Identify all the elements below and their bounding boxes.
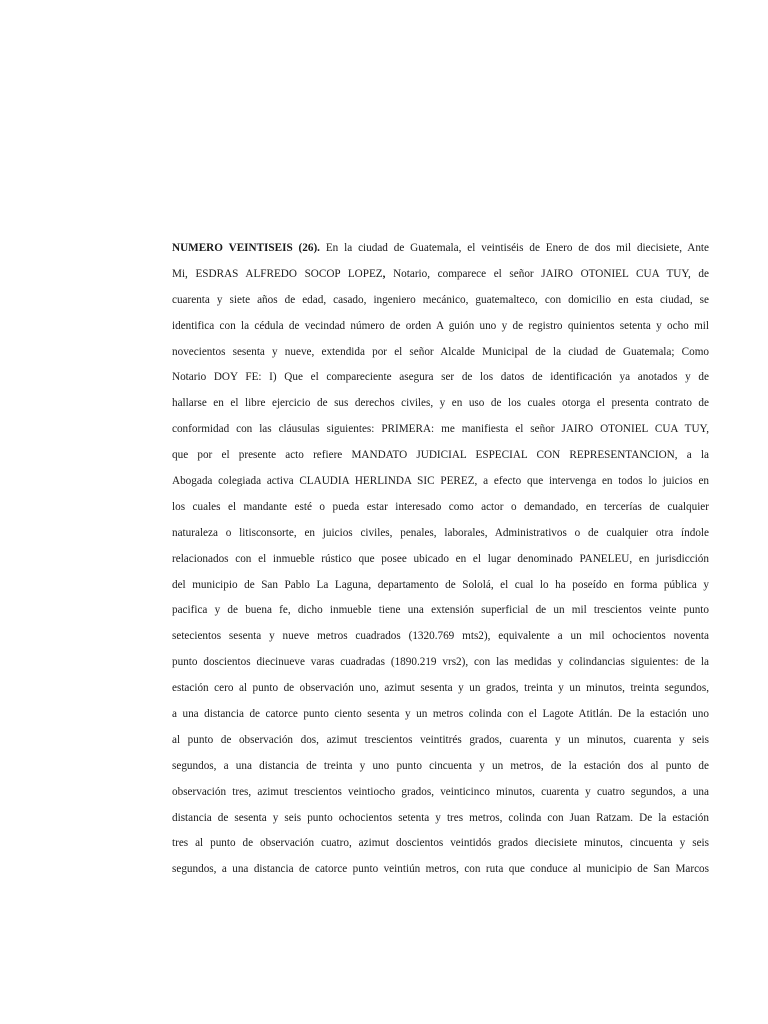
document-text: pacifica y de buena fe, dicho inmueble tiene una extensión superficial de un mil trescientos veinte punto [172,604,709,617]
document-line [172,702,709,728]
document-text: naturaleza o litisconsorte, en juicios civiles, penales, laborales, Administrativos o de cualquier otra índole [172,526,709,539]
document-text: a una distancia de catorce punto ciento sesenta y un metros colinda con el Lagote Atitlán. De la estación uno [172,708,709,721]
document-line [172,650,709,676]
document-text: Mi, ESDRAS ALFREDO SOCOP LOPEZ [172,267,383,280]
document-text: al punto de observación dos, azimut trescientos veintitrés grados, cuarenta y un minutos, cuarenta y seis [172,733,709,746]
document-body [172,236,709,883]
document-line [172,391,709,417]
document-line [172,624,709,650]
document-bold-text: , [382,267,386,280]
document-line [172,365,709,391]
document-line [172,469,709,495]
document-line [172,806,709,832]
document-line [172,728,709,754]
document-text: Notario DOY FE: I) Que el compareciente asegura ser de los datos de identificación ya anotados y de [172,371,709,384]
document-line [172,340,709,366]
document-text: relacionados con el inmueble rústico que posee ubicado en el lugar denominado PANELEU, en jurisdicción [172,552,709,565]
document-text: que por el presente acto refiere MANDATO JUDICIAL ESPECIAL CON REPRESENTANCION, a la [172,449,709,462]
document-line [172,831,709,857]
document-line [172,521,709,547]
document-text: En la ciudad de Guatemala, el veintiséis de Enero de dos mil diecisiete, Ante [319,242,709,254]
document-text: Notario, comparece el señor JAIRO OTONIEL CUA TUY, de [385,267,709,280]
document-line [172,236,709,262]
document-text: segundos, a una distancia de catorce punto veintiún metros, con ruta que conduce al municipio de San Marcos [172,863,709,876]
document-line [172,754,709,780]
document-line [172,573,709,599]
document-text: estación cero al punto de observación uno, azimut sesenta y un grados, treinta y un minutos, treinta segundos, [172,682,709,695]
document-text: Abogada colegiada activa CLAUDIA HERLINDA SIC PEREZ, a efecto que intervenga en todos lo juicios en [172,475,709,488]
document-line [172,495,709,521]
document-line [172,857,709,883]
document-bold-text: NUMERO VEINTISEIS (26). [172,242,320,254]
document-text: segundos, a una distancia de treinta y uno punto cincuenta y un metros, de la estación dos al punto de [172,759,709,772]
document-text: cuarenta y siete años de edad, casado, ingeniero mecánico, guatemalteco, con domicilio en esta ciudad, se [172,293,709,306]
document-line [172,676,709,702]
document-line [172,780,709,806]
document-text: identifica con la cédula de vecindad número de orden A guión uno y de registro quinientos setenta y ocho mil [172,319,709,332]
document-line [172,443,709,469]
document-text: del municipio de San Pablo La Laguna, departamento de Sololá, el cual lo ha poseído en forma pública y [172,578,709,591]
document-text: observación tres, azimut trescientos veintiocho grados, veinticinco minutos, cuarenta y cuatro segundos, a una [172,785,709,798]
document-text: setecientos sesenta y nueve metros cuadrados (1320.769 mts2), equivalente a un mil ochocientos noventa [172,630,709,643]
document-text: distancia de sesenta y seis punto ochocientos setenta y tres metros, colinda con Juan Ratzam. De la estación [172,811,709,824]
document-line [172,314,709,340]
document-text: los cuales el mandante esté o pueda estar interesado como actor o demandado, en tercerías de cualquier [172,500,709,513]
document-text: novecientos sesenta y nueve, extendida por el señor Alcalde Municipal de la ciudad de Guatemala; Como [172,345,709,358]
document-line [172,417,709,443]
document-text: tres al punto de observación cuatro, azimut doscientos veintidós grados diecisiete minutos, cincuenta y seis [172,837,709,850]
document-line [172,598,709,624]
document-text: punto doscientos diecinueve varas cuadradas (1890.219 vrs2), con las medidas y colindancias siguientes: de la [172,656,709,669]
document-line [172,547,709,573]
document-text: conformidad con las cláusulas siguientes: PRIMERA: me manifiesta el señor JAIRO OTONIEL CUA TUY, [172,423,709,436]
document-line [172,288,709,314]
document-text: hallarse en el libre ejercicio de sus derechos civiles, y en uso de los cuales otorga el presenta contrato de [172,397,709,410]
document-line [172,262,709,288]
